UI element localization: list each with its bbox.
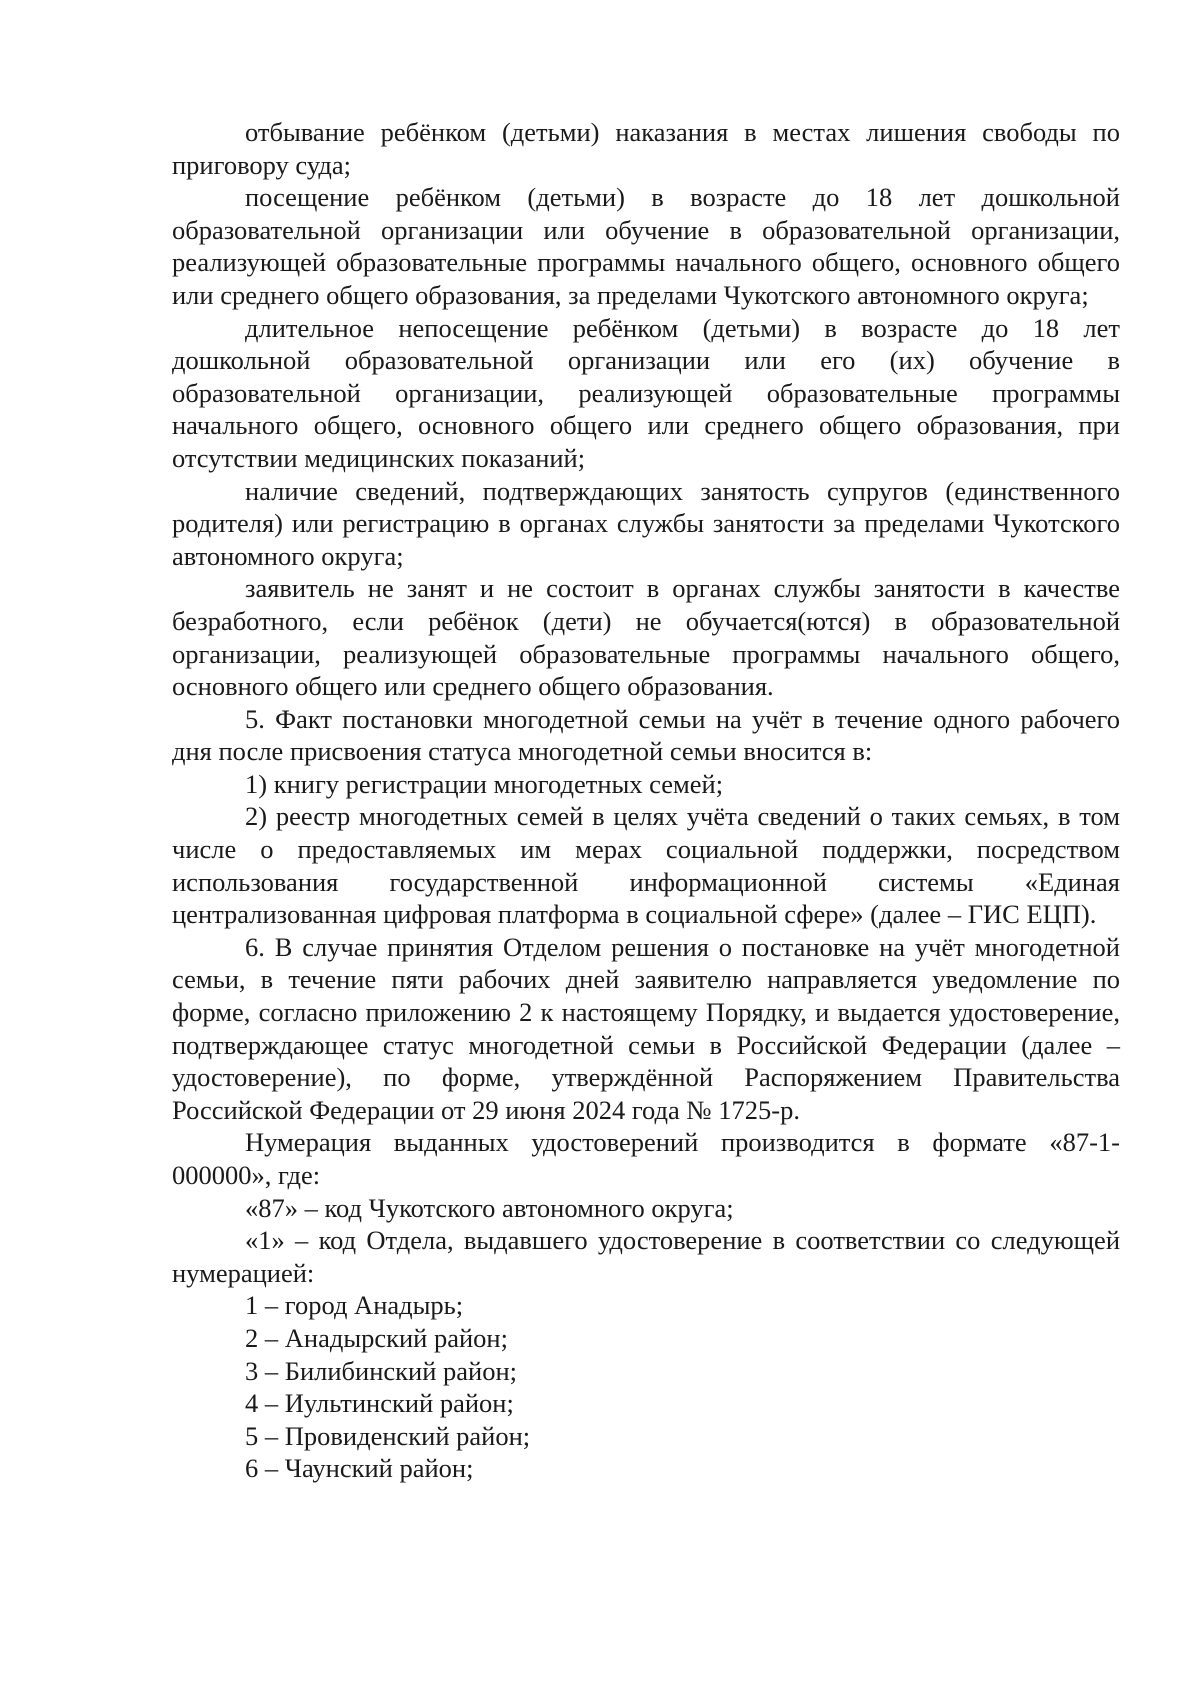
paragraph-clause-5-item-1: 1) книгу регистрации многодетных семей;	[245, 768, 724, 799]
paragraph-education-outside-region: посещение ребёнком (детьми) в возрасте до 18 лет дошкольной образовательной организации или обучение в образовательной организации, реализующей образовательные программы начального общего, основного общего или среднего общего образования, за пределами Чукотского автономного округа;	[172, 182, 1120, 310]
list-item-iultin-district: 4 – Иультинский район;	[245, 1388, 514, 1419]
list-item-providenie-district: 5 – Провиденский район;	[245, 1420, 531, 1451]
document-body	[172, 116, 1120, 1485]
paragraph-long-absence: длительное непосещение ребёнком (детьми) в возрасте до 18 лет дошкольной образовательной организации или его (их) обучение в образовательной организации, реализующей образовательные программы начального общего, основного общего или среднего общего образования, при отсутствии медицинских показаний;	[172, 312, 1120, 473]
list-item-chaun-district: 6 – Чаунский район;	[245, 1453, 474, 1484]
paragraph-code-87: «87» – код Чукотского автономного округа;	[245, 1192, 734, 1223]
paragraph-clause-5: 5. Факт постановки многодетной семьи на учёт в течение одного рабочего дня после присвоения статуса многодетной семьи вносится в:	[172, 703, 1120, 767]
paragraph-code-1: «1» – код Отдела, выдавшего удостоверение в соответствии со следующей нумерацией:	[172, 1225, 1120, 1288]
paragraph-unemployed-applicant: заявитель не занят и не состоит в органах службы занятости в качестве безработного, если ребёнок (дети) не обучается(ются) в образовательной организации, реализующей образовательные программы начального общего, основного общего или среднего общего образования.	[172, 573, 1120, 702]
paragraph-numbering-format: Нумерация выданных удостоверений производится в формате «87-1-000000», где:	[172, 1127, 1120, 1190]
paragraph-employment-outside-region: наличие сведений, подтверждающих занятость супругов (единственного родителя) или регистрацию в органах службы занятости за пределами Чукотского автономного округа;	[172, 475, 1120, 571]
list-item-bilibino-district: 3 – Билибинский район;	[245, 1355, 518, 1386]
list-item-anadyr-district: 2 – Анадырский район;	[245, 1322, 508, 1353]
paragraph-imprisonment: отбывание ребёнком (детьми) наказания в местах лишения свободы по приговору суда;	[172, 117, 1120, 180]
paragraph-clause-6: 6. В случае принятия Отделом решения о постановке на учёт многодетной семьи, в течение пяти рабочих дней заявителю направляется уведомление по форме, согласно приложению 2 к настоящему Порядку, и выдается удостоверение, подтверждающее статус многодетной семьи в Российской Федерации (далее – удостоверение), по форме, утверждённой Распоряжением Правительства Российской Федерации от 29 июня 2024 года № 1725-р.	[172, 931, 1120, 1125]
list-item-anadyr-city: 1 – город Анадырь;	[245, 1290, 464, 1321]
paragraph-clause-5-item-2: 2) реестр многодетных семей в целях учёта сведений о таких семьях, в том числе о предоставляемых им мерах социальной поддержки, посредством использования государственной информационной системы «Единая централизованная цифровая платформа в социальной сфере» (далее – ГИС ЕЦП).	[172, 801, 1120, 930]
